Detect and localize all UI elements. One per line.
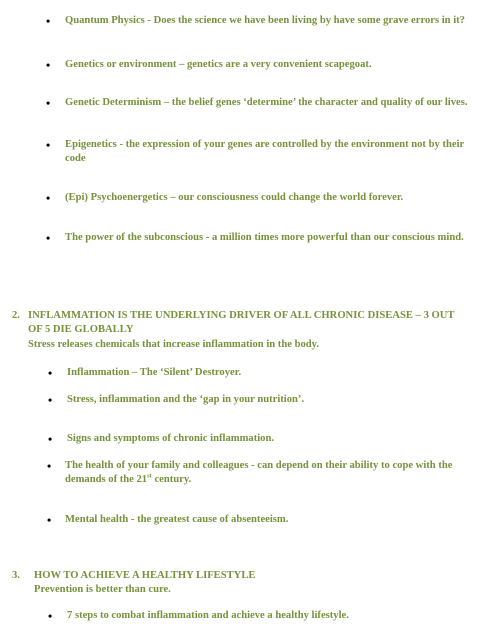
bullet-icon: • xyxy=(46,191,51,205)
list-item-text: Inflammation – The ‘Silent’ Destroyer. xyxy=(67,367,242,378)
list-item-text: Signs and symptoms of chronic inflammation. xyxy=(67,433,274,444)
list-item-text: Epigenetics - the expression of your genes are controlled by the environment not by their code xyxy=(65,139,465,164)
section-title: HOW TO ACHIEVE A HEALTHY LIFESTYLE xyxy=(34,570,256,581)
list-item-text: Stress, inflammation and the ‘gap in your nutrition’. xyxy=(67,394,305,405)
section-subtitle: Stress releases chemicals that increase inflammation in the body. xyxy=(28,339,320,350)
list-item-text: The power of the subconscious - a million times more powerful than our conscious mind. xyxy=(65,232,464,243)
list-item-text: Genetics or environment – genetics are a very convenient scapegoat. xyxy=(65,59,372,70)
section-number: 3. xyxy=(12,570,20,581)
section-number: 2. xyxy=(12,310,20,321)
list-item-text xyxy=(65,459,475,487)
bullet-icon: • xyxy=(46,96,51,110)
section-subtitle: Prevention is better than cure. xyxy=(34,584,171,595)
bullet-icon: • xyxy=(46,138,51,152)
bullet-icon: • xyxy=(47,513,52,527)
list-item-text-part: century. xyxy=(151,474,192,485)
list-item-text: Genetic Determinism – the belief genes ‘determine’ the character and quality of our lives. xyxy=(65,97,468,108)
bullet-icon: • xyxy=(48,609,53,623)
bullet-icon: • xyxy=(48,366,53,380)
superscript: st xyxy=(147,472,152,480)
list-item-text: Quantum Physics - Does the science we have been living by have some grave errors in it? xyxy=(65,15,465,26)
list-item-text: 7 steps to combat inflammation and achieve a healthy lifestyle. xyxy=(67,610,349,621)
bullet-icon: • xyxy=(46,231,51,245)
list-item-text: (Epi) Psychoenergetics – our consciousness could change the world forever. xyxy=(65,192,404,203)
list-item-text: Mental health - the greatest cause of absenteeism. xyxy=(65,514,289,525)
bullet-icon: • xyxy=(46,14,51,28)
bullet-icon: • xyxy=(48,393,53,407)
bullet-icon: • xyxy=(47,459,52,473)
section-title: INFLAMMATION IS THE UNDERLYING DRIVER OF ALL CHRONIC DISEASE – 3 OUT OF 5 DIE GLOBALLY xyxy=(28,310,455,335)
bullet-icon: • xyxy=(48,432,53,446)
bullet-icon: • xyxy=(46,58,51,72)
list-item-text-part: The health of your family and colleagues - can depend on their ability to cope with the demands of the 21 xyxy=(65,460,453,485)
